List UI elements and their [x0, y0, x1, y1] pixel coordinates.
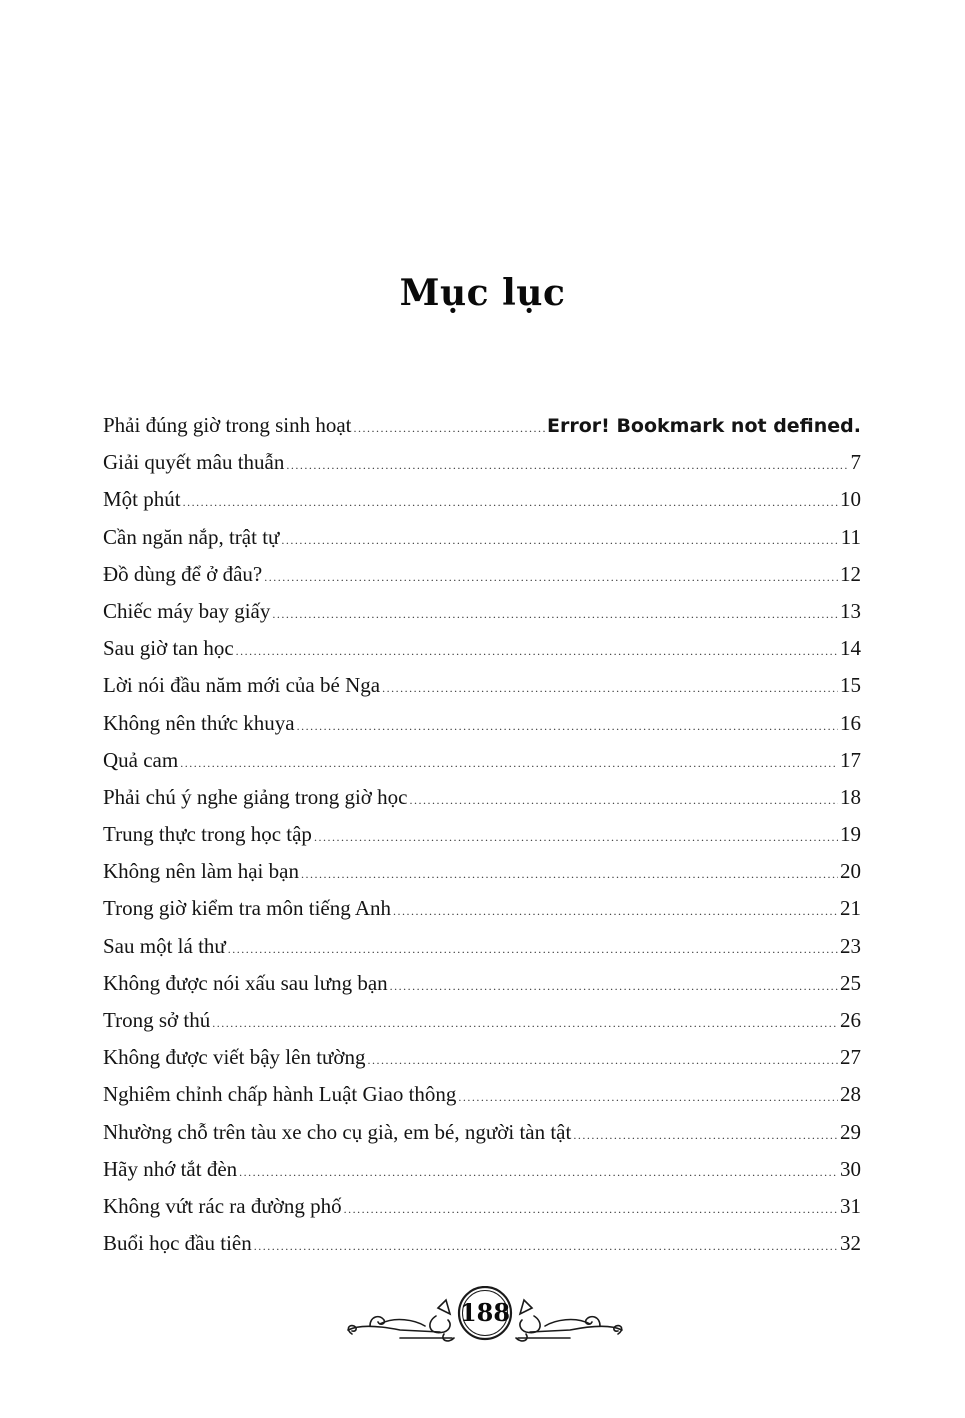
toc-leader-dots	[183, 487, 838, 517]
toc-entry[interactable]	[103, 522, 861, 559]
toc-entry-title: Trong giờ kiểm tra môn tiếng Anh	[103, 896, 391, 921]
toc-entry-page-error: Error! Bookmark not defined.	[547, 415, 861, 437]
toc-leader-dots	[281, 525, 838, 555]
toc-entry[interactable]	[103, 633, 861, 670]
toc-entry-title: Trung thực trong học tập	[103, 822, 312, 847]
toc-entry-page: 20	[840, 859, 861, 884]
toc-entry-page: 16	[840, 710, 861, 735]
toc-entry[interactable]	[103, 670, 861, 707]
toc-entry-page: 31	[840, 1193, 861, 1218]
toc-leader-dots	[264, 562, 838, 592]
toc-entry-page: 27	[840, 1045, 861, 1070]
toc-entry-page: 29	[840, 1119, 861, 1144]
toc-entry-page: 13	[840, 598, 861, 623]
toc-entry-page: 18	[840, 784, 861, 809]
toc-entry-title: Sau giờ tan học	[103, 636, 234, 661]
toc-leader-dots	[236, 636, 838, 666]
toc-entry[interactable]	[103, 708, 861, 745]
toc-leader-dots	[228, 934, 838, 964]
toc-entry-title: Lời nói đầu năm mới của bé Nga	[103, 673, 381, 698]
toc-entry[interactable]	[103, 1079, 861, 1116]
toc-leader-dots	[409, 785, 838, 815]
toc-leader-dots	[301, 859, 838, 889]
toc-entry-page: 17	[840, 747, 861, 772]
table-of-contents	[103, 410, 861, 1265]
toc-entry-title: Không được nói xấu sau lưng bạn	[103, 970, 388, 995]
toc-entry-page: 21	[840, 896, 861, 921]
toc-entry[interactable]	[103, 968, 861, 1005]
toc-leader-dots	[180, 748, 838, 778]
toc-entry-title: Một phút	[103, 487, 181, 512]
toc-entry[interactable]	[103, 596, 861, 633]
toc-entry[interactable]	[103, 819, 861, 856]
page-title: Mục lục	[399, 272, 566, 315]
toc-leader-dots	[368, 1045, 838, 1075]
toc-entry[interactable]	[103, 410, 861, 447]
toc-leader-dots	[382, 673, 838, 703]
toc-entry-title: Không vứt rác ra đường phố	[103, 1193, 342, 1218]
toc-entry-page: 7	[850, 450, 861, 475]
toc-leader-dots	[239, 1157, 838, 1187]
toc-entry[interactable]	[103, 856, 861, 893]
toc-entry-title: Hãy nhớ tắt đèn	[103, 1156, 238, 1181]
toc-entry-title: Phải đúng giờ trong sinh hoạt	[103, 413, 352, 437]
toc-entry-title: Sau một lá thư	[103, 933, 226, 958]
toc-entry[interactable]	[103, 484, 861, 521]
toc-entry[interactable]	[103, 1005, 861, 1042]
toc-entry[interactable]	[103, 1191, 861, 1228]
toc-entry-title: Quả cam	[103, 747, 179, 772]
toc-leader-dots	[573, 1120, 838, 1150]
toc-entry-title: Trong sở thú	[103, 1008, 211, 1032]
toc-entry-page: 25	[840, 970, 861, 995]
toc-entry-title: Đồ dùng để ở đâu?	[103, 561, 263, 586]
toc-leader-dots	[286, 450, 848, 480]
toc-leader-dots	[458, 1082, 838, 1112]
toc-entry[interactable]	[103, 1154, 861, 1191]
toc-entry-title: Nghiêm chỉnh chấp hành Luật Giao thông	[103, 1082, 457, 1107]
toc-leader-dots	[212, 1008, 838, 1038]
toc-entry[interactable]	[103, 745, 861, 782]
toc-entry[interactable]	[103, 1228, 861, 1265]
toc-entry-title: Cần ngăn nắp, trật tự	[103, 524, 280, 549]
toc-entry-title: Không được viết bậy lên tường	[103, 1045, 366, 1070]
toc-entry-page: 28	[840, 1082, 861, 1107]
toc-entry-title: Không nên làm hại bạn	[103, 859, 299, 884]
toc-entry-page: 30	[840, 1156, 861, 1181]
toc-entry-page: 10	[840, 487, 861, 512]
toc-entry-page: 32	[840, 1231, 861, 1256]
toc-entry[interactable]	[103, 893, 861, 930]
toc-leader-dots	[254, 1231, 838, 1261]
toc-leader-dots	[272, 599, 838, 629]
toc-entry-page: 19	[840, 822, 861, 847]
toc-leader-dots	[314, 822, 838, 852]
toc-entry-title: Giải quyết mâu thuẫn	[103, 450, 285, 475]
toc-entry[interactable]	[103, 1117, 861, 1154]
toc-entry-page: 26	[840, 1008, 861, 1032]
toc-entry-title: Nhường chỗ trên tàu xe cho cụ già, em bé, người tàn tật	[103, 1119, 572, 1144]
toc-entry[interactable]	[103, 782, 861, 819]
toc-entry-page: 15	[840, 673, 861, 698]
toc-entry-title: Phải chú ý nghe giảng trong giờ học	[103, 784, 408, 809]
toc-entry[interactable]	[103, 1042, 861, 1079]
toc-entry[interactable]	[103, 559, 861, 596]
toc-entry-title: Buổi học đầu tiên	[103, 1231, 252, 1256]
toc-leader-dots	[390, 971, 838, 1001]
page-number: 188	[459, 1298, 511, 1327]
toc-entry-title: Chiếc máy bay giấy	[103, 598, 271, 623]
toc-leader-dots	[297, 711, 838, 741]
toc-entry[interactable]	[103, 931, 861, 968]
toc-entry-title: Không nên thức khuya	[103, 710, 295, 735]
toc-leader-dots	[393, 896, 838, 926]
toc-entry-page: 11	[840, 524, 861, 549]
toc-entry-page: 14	[840, 636, 861, 661]
toc-entry-page: 12	[840, 561, 861, 586]
toc-leader-dots	[344, 1194, 838, 1224]
toc-leader-dots	[354, 413, 546, 443]
toc-entry-page: 23	[840, 933, 861, 958]
toc-entry[interactable]	[103, 447, 861, 484]
